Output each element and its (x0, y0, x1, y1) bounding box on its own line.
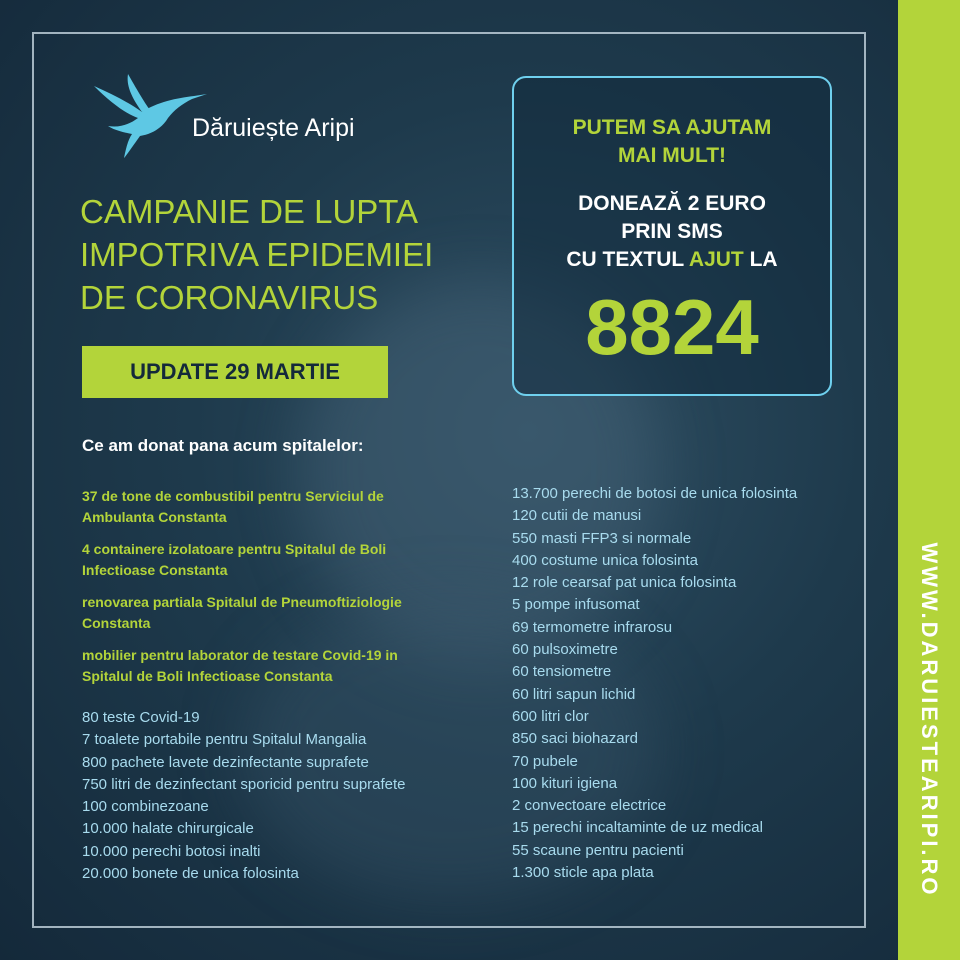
major-donation-line: 37 de tone de combustibil pentru Serviciul de (82, 488, 384, 504)
list-item: 20.000 bonete de unica folosinta (82, 865, 299, 883)
sms-heading (514, 114, 830, 170)
list-item: 12 role cearsaf pat unica folosinta (512, 574, 737, 592)
list-item: 5 pompe infusomat (512, 596, 640, 614)
sms-text-suffix: LA (749, 248, 778, 271)
sms-text-prefix: CU TEXTUL (566, 248, 684, 271)
major-donation-item (82, 645, 482, 687)
list-item: 15 perechi incaltaminte de uz medical (512, 819, 763, 837)
major-donation-item (82, 539, 482, 581)
list-item: 7 toalete portabile pentru Spitalul Mangalia (82, 731, 367, 749)
sms-number: 8824 (585, 283, 759, 371)
list-item: 850 saci biohazard (512, 730, 638, 748)
donations-intro: Ce am donat pana acum spitalelor: (82, 436, 364, 455)
title-line: CAMPANIE DE LUPTA (80, 193, 419, 230)
list-item: 10.000 perechi botosi inalti (82, 842, 261, 860)
list-item: 2 convectoare electrice (512, 797, 667, 815)
update-badge: UPDATE 29 MARTIE (82, 346, 388, 398)
major-donation-line: Infectioase Constanta (82, 562, 228, 578)
list-item: 600 litri clor (512, 707, 589, 725)
major-donation-line: 4 containere izolatoare pentru Spitalul de Boli (82, 541, 387, 557)
list-item: 800 pachete lavete dezinfectante suprafete (82, 753, 369, 771)
campaign-title (80, 190, 500, 319)
list-item: 100 combinezoane (82, 798, 209, 816)
title-line: IMPOTRIVA EPIDEMIEI (80, 236, 434, 273)
major-donation-line: renovarea partiala Spitalul de Pneumoftiziologie (82, 594, 402, 610)
list-item: 550 masti FFP3 si normale (512, 529, 692, 547)
major-donation-line: Spitalul de Boli Infectioase Constanta (82, 668, 333, 684)
sms-line: PUTEM SA AJUTAM (572, 116, 772, 139)
list-item: 70 pubele (512, 752, 578, 770)
sms-instructions (514, 190, 830, 274)
major-donations-list (82, 486, 482, 698)
sms-line (514, 246, 830, 274)
sms-line: MAI MULT! (617, 144, 727, 167)
list-item: 100 kituri igiena (512, 774, 618, 792)
brand-name: Dăruiește Aripi (192, 114, 355, 142)
list-item: 120 cutii de manusi (512, 507, 642, 525)
list-item: 750 litri de dezinfectant sporicid pentru suprafete (82, 775, 406, 793)
donated-items-right (512, 483, 797, 884)
donated-items-left (82, 707, 406, 885)
major-donation-line: Ambulanta Constanta (82, 509, 227, 525)
website-url-container (898, 0, 960, 960)
website-url[interactable]: WWW.DARUIESTEARIPI.RO (917, 542, 942, 898)
list-item: 60 litri sapun lichid (512, 685, 636, 703)
list-item: 80 teste Covid-19 (82, 709, 200, 726)
list-item: 60 tensiometre (512, 663, 612, 681)
title-line: DE CORONAVIRUS (80, 279, 379, 316)
list-item: 10.000 halate chirurgicale (82, 820, 254, 838)
list-item: 400 costume unica folosinta (512, 551, 698, 569)
list-item: 60 pulsoximetre (512, 641, 618, 659)
sms-donation-box (512, 76, 832, 396)
sms-keyword: AJUT (688, 248, 744, 271)
major-donation-item (82, 486, 482, 528)
sms-line: PRIN SMS (621, 220, 723, 243)
list-item: 69 termometre infrarosu (512, 618, 673, 636)
major-donation-line: Constanta (82, 615, 151, 631)
list-item: 55 scaune pentru pacienti (512, 841, 684, 859)
major-donation-item (82, 592, 482, 634)
sms-line: DONEAZĂ 2 EURO (578, 192, 766, 215)
list-item: 13.700 perechi de botosi de unica folosinta (512, 485, 798, 502)
list-item: 1.300 sticle apa plata (512, 864, 654, 882)
major-donation-line: mobilier pentru laborator de testare Covid-19 in (82, 647, 398, 663)
brand-logo (82, 72, 372, 162)
